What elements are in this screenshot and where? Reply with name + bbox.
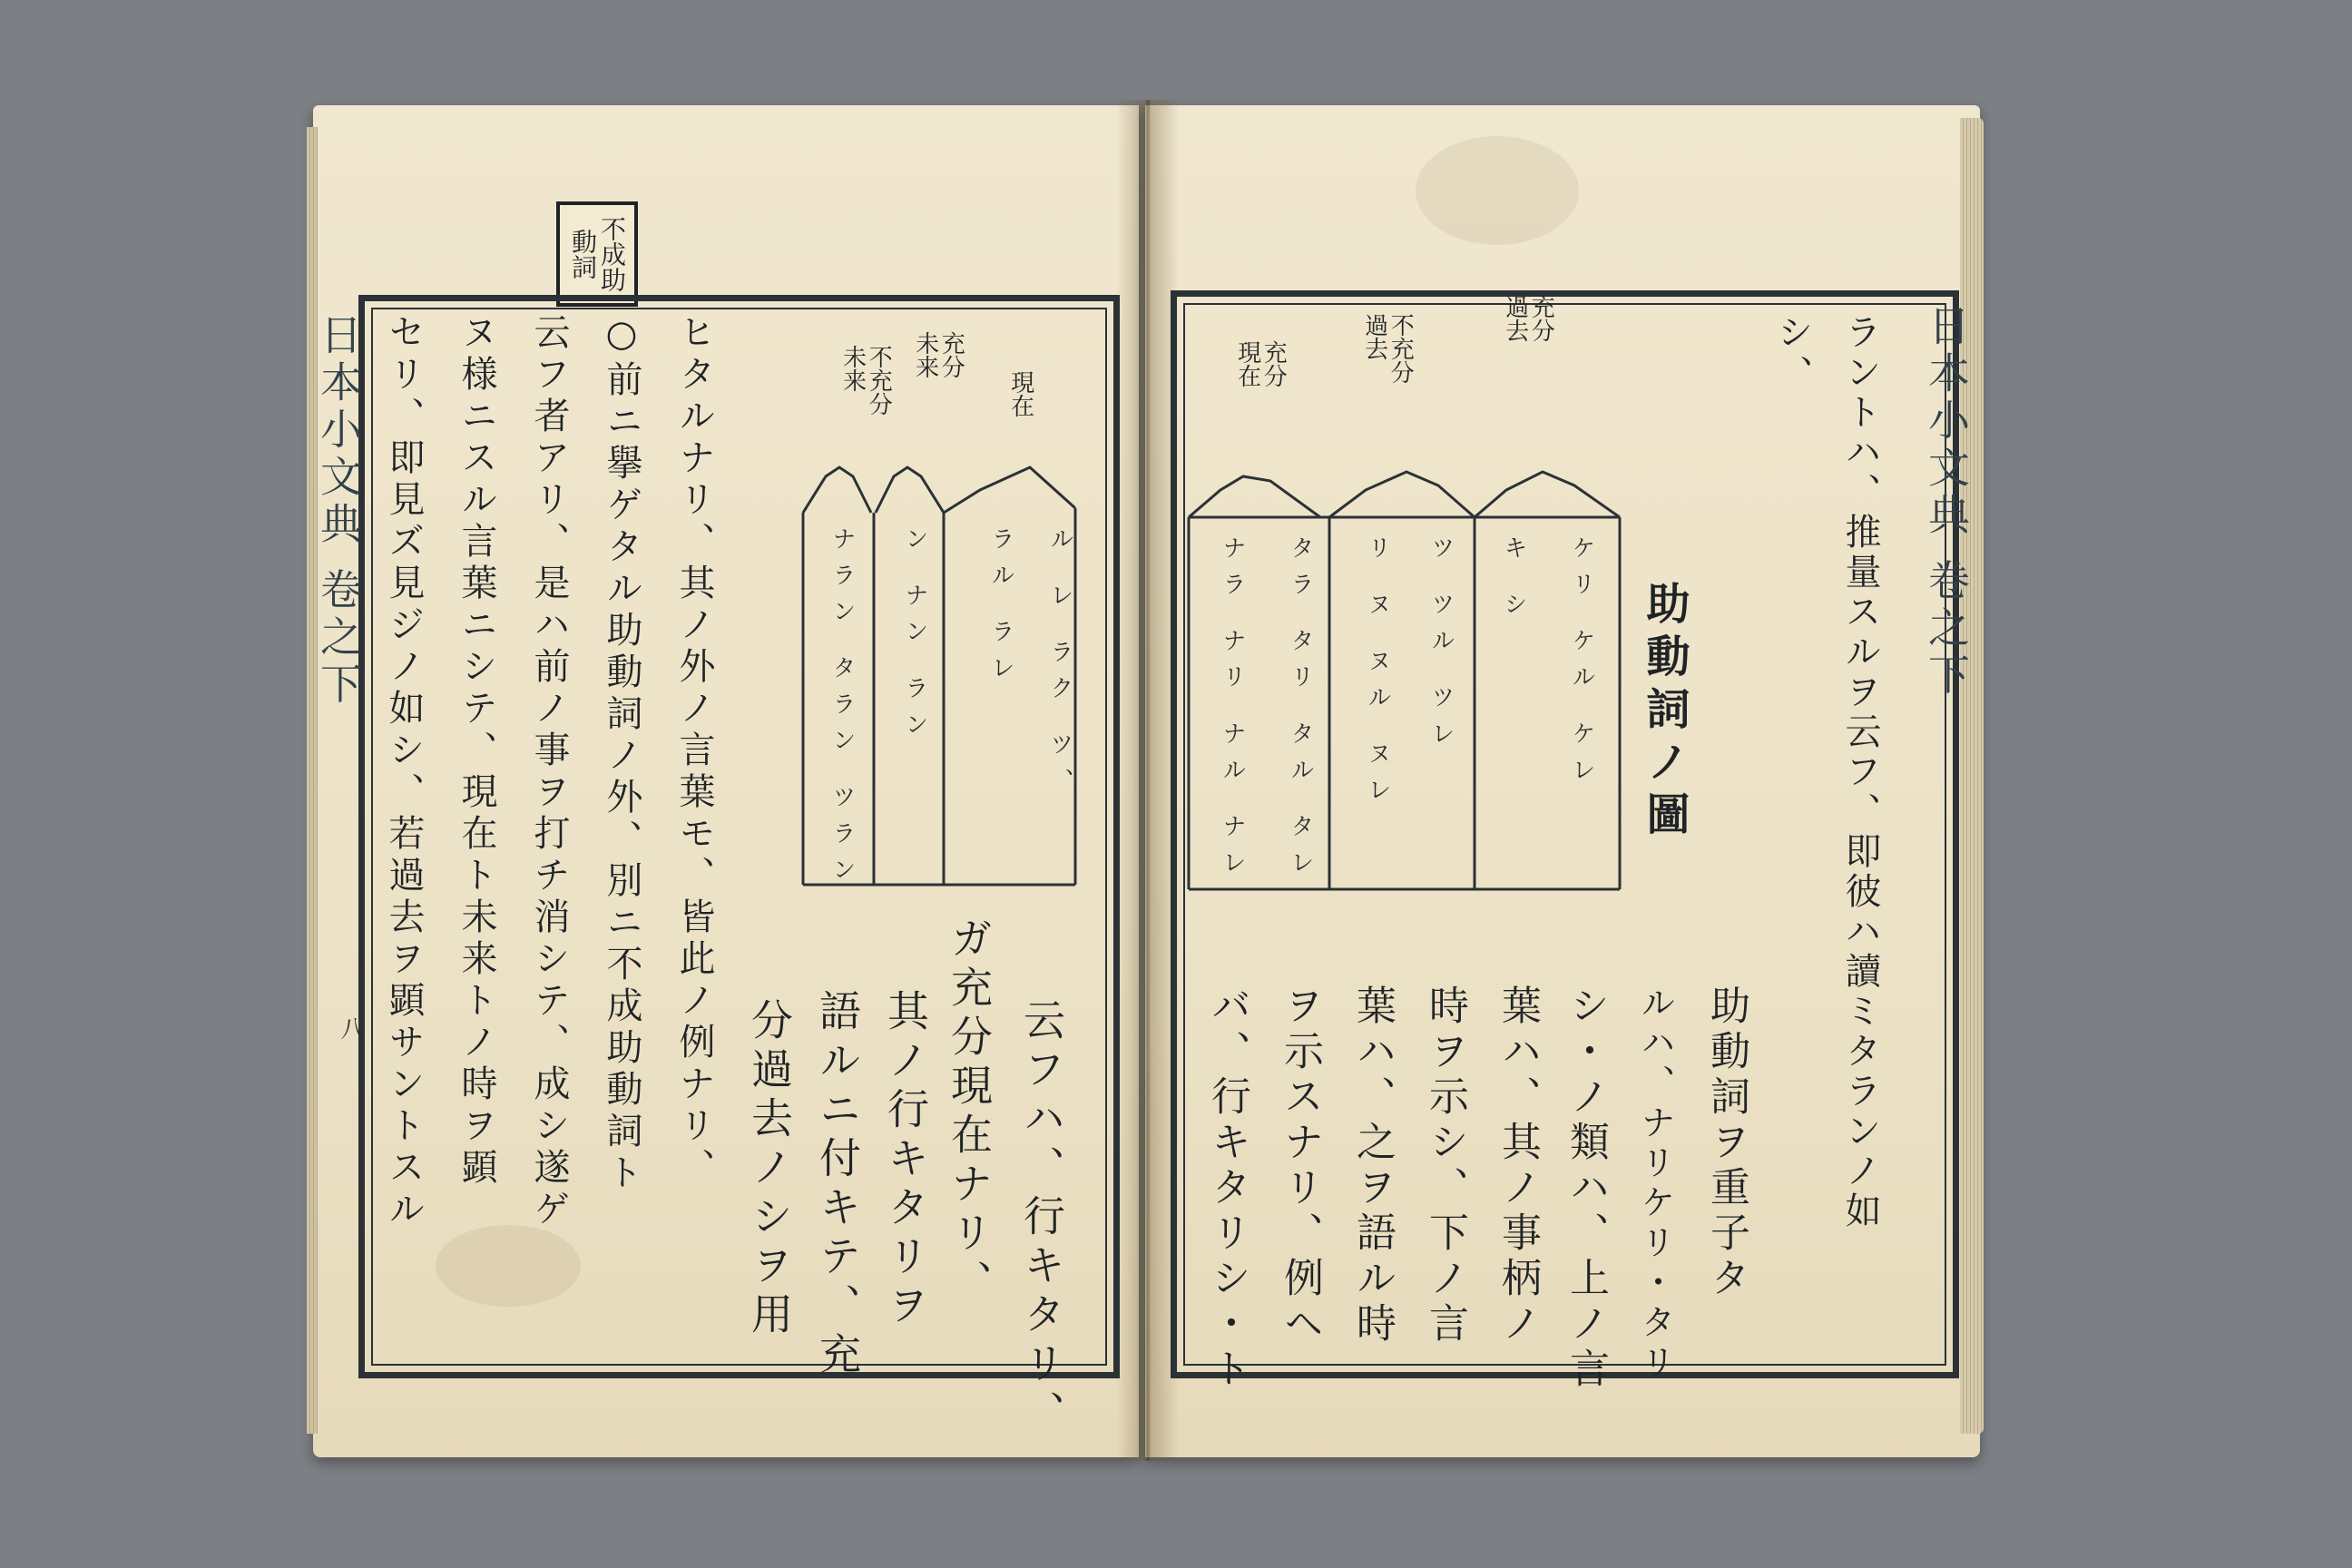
section-label-box: [556, 201, 638, 307]
diagram-title: 助動詞ノ圖: [1639, 581, 1690, 844]
text-column: ヲ示スナリ、例ヘ: [1277, 985, 1323, 1348]
table-cell: ツ ツル ツレ: [1427, 535, 1455, 758]
text-column: 語ルニ付キテ、充: [813, 989, 862, 1381]
left-col-header: 不充分 未来: [838, 345, 893, 416]
text-column: ○前ニ擧ゲタル助動詞ノ外、別ニ不成助動詞ト: [601, 313, 642, 1195]
table-cell: キ シ: [1500, 535, 1527, 629]
text-column: ヒタルナリ、其ノ外ノ言葉モ、皆此ノ例ナリ、: [673, 313, 715, 1190]
right-col-header: 充分 過去: [1501, 295, 1555, 342]
table-cell: ナラ ナリ ナル ナレ: [1219, 535, 1246, 887]
left-col-header: 現在: [1006, 370, 1034, 417]
right-conjugation-table: [1184, 458, 1624, 894]
text-column: 葉ハ、之ヲ語ル時: [1349, 985, 1396, 1348]
text-column: ルハ、ナリケリ・タリ: [1635, 985, 1675, 1384]
table-cap: [876, 467, 944, 513]
text-column: シ・ノ類ハ、上ノ言: [1563, 985, 1609, 1393]
table-cap: [1475, 472, 1620, 517]
text-column: バ、行キタリシ・ト: [1204, 985, 1250, 1393]
right-running-title: 日本小文典 卷之下: [1922, 304, 1971, 701]
table-cell: ル レ ラク ツ、: [1046, 526, 1073, 805]
table-cap: [1329, 472, 1475, 517]
text-column: 其ノ行キタリヲ: [881, 989, 930, 1332]
text-column: 葉ハ、其ノ事柄ノ: [1494, 985, 1541, 1348]
paper-stain: [1416, 136, 1579, 245]
right-col-header: 充分 現在: [1233, 340, 1288, 387]
text-column: 分過去ノシヲ用: [745, 998, 794, 1341]
left-running-title: 日本小文典 卷之下: [314, 313, 363, 710]
text-column: ガ充分現在ナリ、: [945, 916, 994, 1308]
table-cap: [944, 467, 1075, 513]
table-cell: タラ タリ タル タレ: [1287, 535, 1314, 887]
text-column: ヌ様ニスル言葉ニシテ、現在ト未来トノ時ヲ顕: [456, 313, 497, 1190]
text-column: ラントハ、推量スルヲ云フ、即彼ハ讀ミタランノ如: [1839, 313, 1881, 1231]
text-column: セリ、即見ズ見ジノ如シ、若過去ヲ顕サントスル: [383, 313, 425, 1231]
table-cell: リ ヌ ヌル ヌレ: [1364, 535, 1391, 814]
text-column: 時ヲ示シ、下ノ言: [1422, 985, 1468, 1348]
table-cell: ナラン タラン ツラン: [828, 526, 856, 894]
text-column: シ、: [1771, 313, 1813, 397]
text-column: 助動詞ヲ重子タ: [1703, 985, 1749, 1302]
table-cap: [1189, 476, 1320, 517]
page-number: 八: [337, 1016, 364, 1040]
section-label-line2: 動詞: [568, 229, 598, 279]
table-cap: [803, 467, 871, 513]
left-col-header: 充分 未来: [911, 331, 965, 378]
table-cell: ン ナン ラン: [901, 526, 928, 749]
right-col-header: 不充分 過去: [1360, 313, 1415, 384]
text-column: 云フ者アリ、是ハ前ノ事ヲ打チ消シテ、成シ遂ゲ: [528, 313, 570, 1231]
text-column: 云フハ、行キタリ、: [1017, 998, 1066, 1439]
table-cell: ケリ ケル ケレ: [1568, 535, 1595, 794]
section-label-line1: 不成助: [597, 216, 627, 292]
table-cell: ラル ラレ: [987, 526, 1014, 692]
